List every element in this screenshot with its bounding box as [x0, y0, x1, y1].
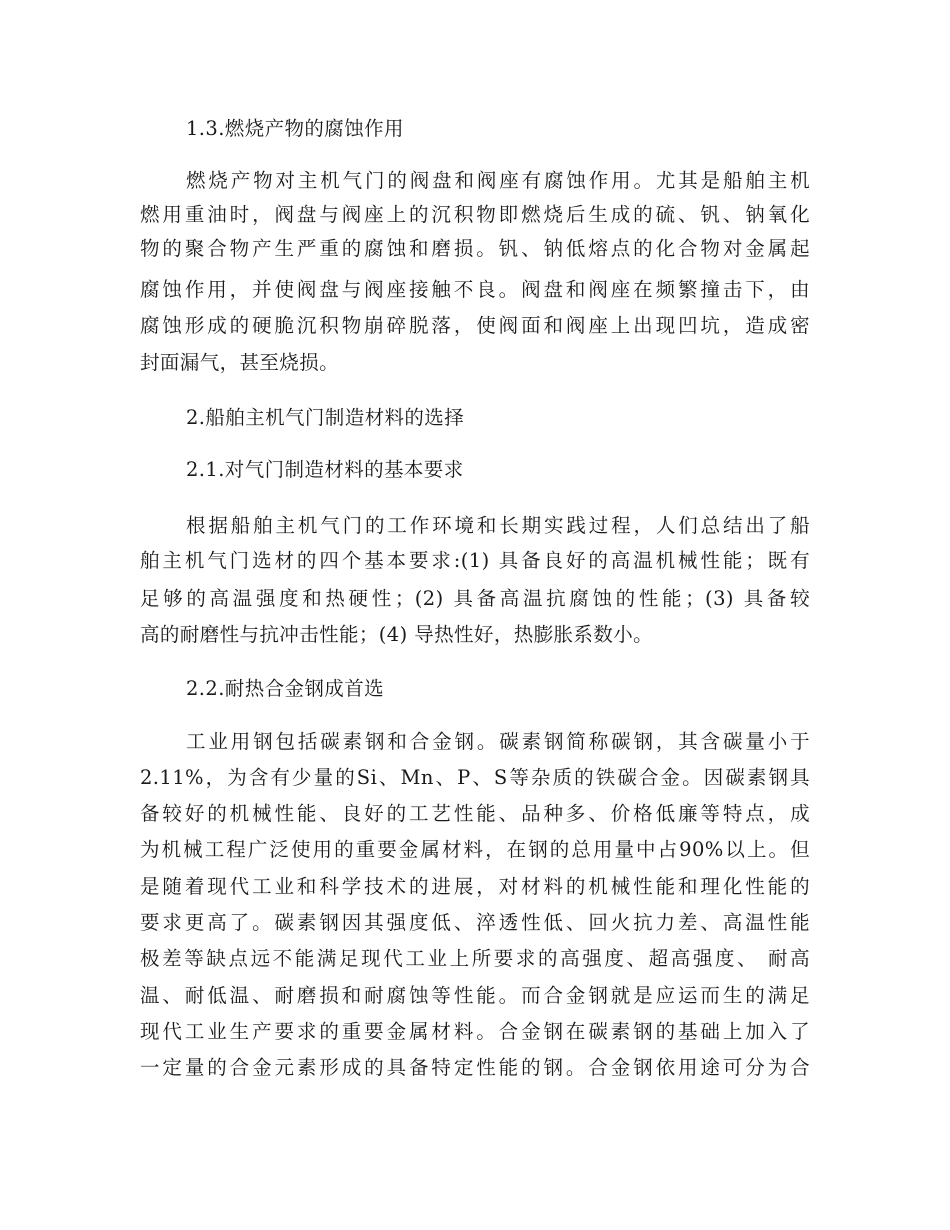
paragraph-line: 2.11%，为含有少量的Si、Mn、P、S等杂质的铁碳合金。因碳素钢具 — [140, 766, 810, 789]
paragraph-line: 是随着现代工业和科学技术的进展，对材料的机械性能和理化性能的 — [140, 875, 810, 898]
section-heading-2-2: 2.2.耐热合金钢成首选 — [186, 677, 385, 700]
paragraph-line: 腐蚀形成的硬脆沉积物崩碎脱落，使阀面和阀座上出现凹坑，造成密 — [140, 314, 810, 337]
paragraph-line: 温、耐低温、耐磨损和耐腐蚀等性能。而合金钢就是应运而生的满足 — [140, 984, 810, 1007]
paragraph-line: 舶主机气门选材的四个基本要求:(1) 具备良好的高温机械性能；既有 — [140, 549, 810, 572]
paragraph-line: 极差等缺点远不能满足现代工业上所要求的高强度、超高强度、 耐高 — [140, 947, 810, 970]
section-heading-1-3: 1.3.燃烧产物的腐蚀作用 — [186, 117, 404, 140]
paragraph-line: 一定量的合金元素形成的具备特定性能的钢。合金钢依用途可分为合 — [140, 1056, 810, 1079]
section-heading-2-1: 2.1.对气门制造材料的基本要求 — [186, 458, 464, 481]
paragraph-line: 备较好的机械性能、良好的工艺性能、品种多、价格低廉等特点，成 — [140, 802, 810, 825]
paragraph-line: 燃用重油时，阀盘与阀座上的沉积物即燃烧后生成的硫、钒、钠氧化 — [140, 203, 810, 226]
paragraph-line: 燃烧产物对主机气门的阀盘和阀座有腐蚀作用。尤其是船舶主机 — [186, 169, 810, 192]
paragraph-line: 要求更高了。碳素钢因其强度低、淬透性低、回火抗力差、高温性能 — [140, 911, 810, 934]
paragraph-line: 根据船舶主机气门的工作环境和长期实践过程，人们总结出了船 — [186, 514, 810, 537]
paragraph-line: 现代工业生产要求的重要金属材料。合金钢在碳素钢的基础上加入了 — [140, 1020, 810, 1043]
section-heading-2: 2.船舶主机气门制造材料的选择 — [186, 406, 465, 429]
paragraph-line: 封面漏气，甚至烧损。 — [140, 351, 340, 374]
paragraph-line: 高的耐磨性与抗冲击性能；(4) 导热性好，热膨胀系数小。 — [140, 623, 654, 646]
paragraph-line: 足够的高温强度和热硬性；(2) 具备高温抗腐蚀的性能；(3) 具备较 — [140, 587, 810, 610]
paragraph-line: 工业用钢包括碳素钢和合金钢。碳素钢简称碳钢，其含碳量小于 — [186, 730, 810, 753]
paragraph-line: 为机械工程广泛使用的重要金属材料，在钢的总用量中占90%以上。但 — [140, 838, 810, 861]
paragraph-line: 物的聚合物产生严重的腐蚀和磨损。钒、钠低熔点的化合物对金属起 — [140, 237, 810, 260]
paragraph-line: 腐蚀作用，并使阀盘与阀座接触不良。阀盘和阀座在频繁撞击下，由 — [140, 278, 810, 301]
